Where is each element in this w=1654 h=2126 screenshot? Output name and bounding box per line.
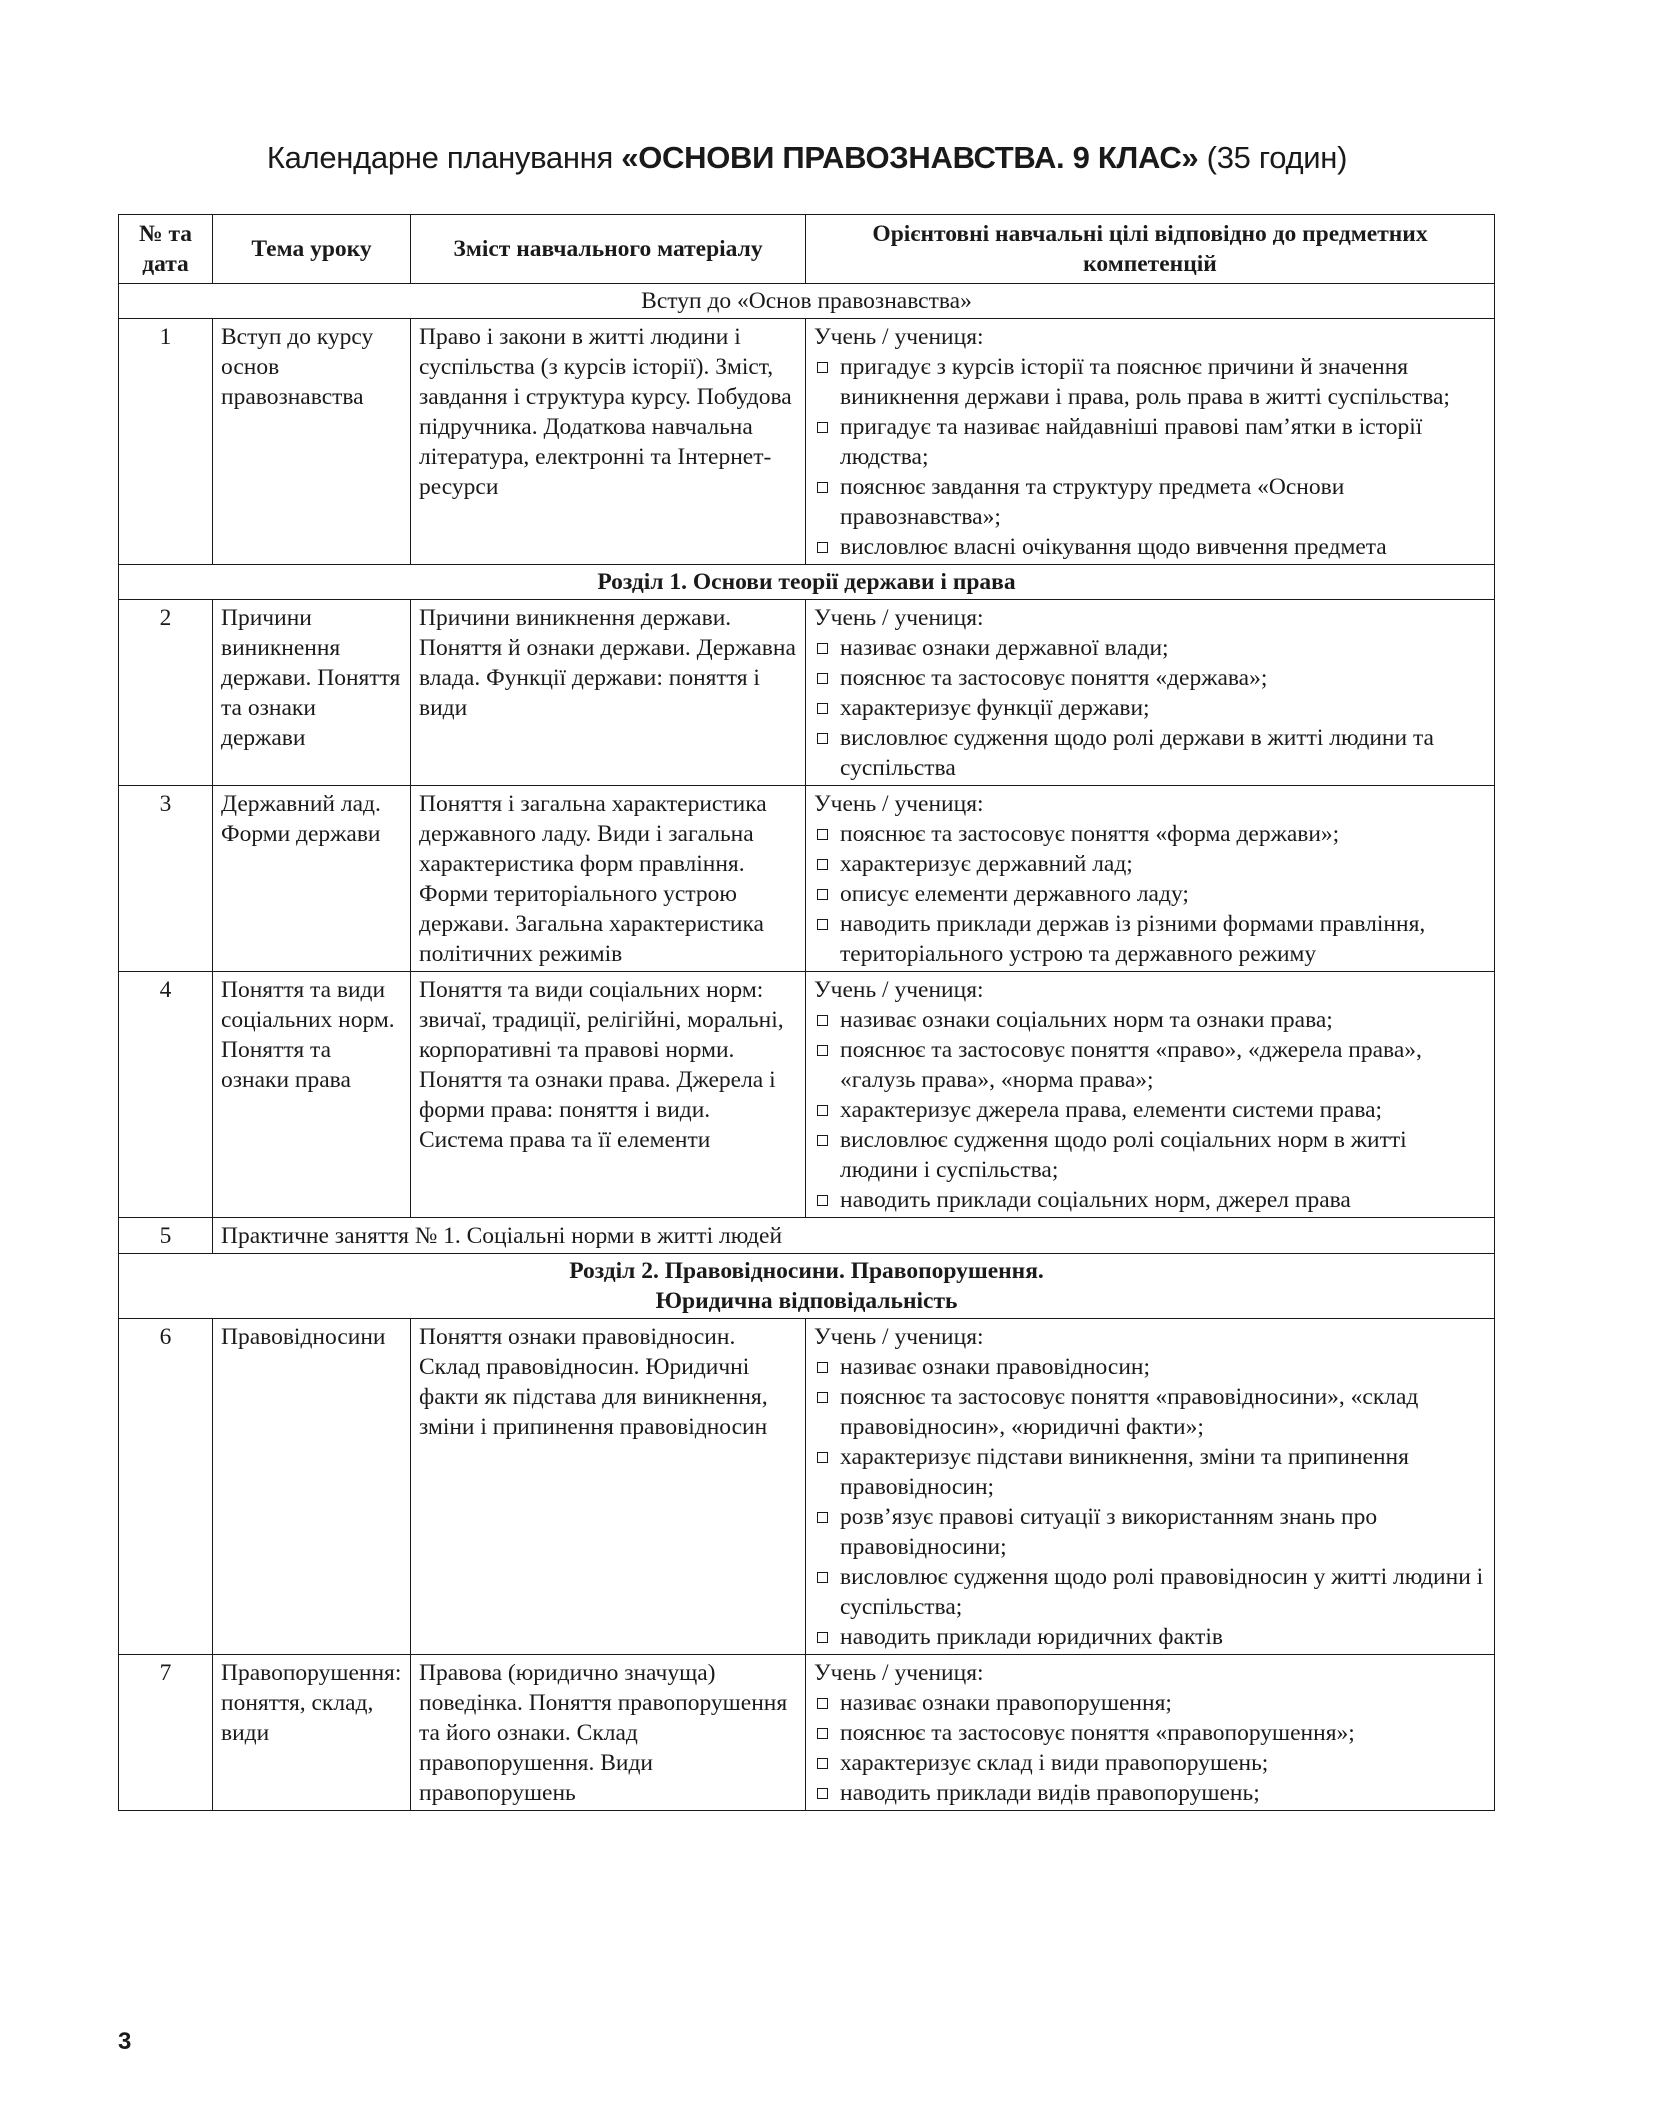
lesson-topic: Вступ до курсу основ правознавства bbox=[213, 319, 411, 565]
lesson-topic: Причини виникнення держави. Поняття та ознаки держави bbox=[213, 600, 411, 786]
header-content: Зміст навчального матеріалу bbox=[411, 215, 806, 284]
lesson-topic: Правовідносини bbox=[213, 1319, 411, 1655]
goals-list bbox=[814, 352, 1486, 562]
goal-item: описує елементи державного ладу; bbox=[814, 879, 1486, 909]
goals-list bbox=[814, 1688, 1486, 1808]
goal-item: пригадує та називає найдавніші правові пам’ятки в історії людства; bbox=[814, 412, 1486, 472]
goals-list bbox=[814, 819, 1486, 969]
lesson-content: Поняття ознаки правовідносин. Склад правовідносин. Юридичні факти як підстава для виникнення, зміни і припинення правовідносин bbox=[411, 1319, 806, 1655]
goals-lead: Учень / учениця: bbox=[814, 324, 984, 350]
header-topic: Тема уроку bbox=[213, 215, 411, 284]
goal-item: пояснює завдання та структуру предмета «Основи правознавства»; bbox=[814, 472, 1486, 532]
lesson-num: 3 bbox=[119, 786, 213, 972]
header-num: № та дата bbox=[119, 215, 213, 284]
lesson-content: Поняття і загальна характеристика державного ладу. Види і загальна характеристика форм правління. Форми територіального устрою держави. Загальна характеристика політичних режимів bbox=[411, 786, 806, 972]
goal-item: пояснює та застосовує поняття «право», «джерела права», «галузь права», «норма права»; bbox=[814, 1035, 1486, 1095]
table-header-row bbox=[119, 215, 1495, 284]
goal-item: характеризує підстави виникнення, зміни та припинення правовідносин; bbox=[814, 1442, 1486, 1502]
goal-item: характеризує склад і види правопорушень; bbox=[814, 1748, 1486, 1778]
goal-item: характеризує джерела права, елементи системи права; bbox=[814, 1095, 1486, 1125]
lesson-topic: Поняття та види соціальних норм. Поняття та ознаки права bbox=[213, 972, 411, 1218]
lesson-row bbox=[119, 1655, 1495, 1811]
goals-list bbox=[814, 1005, 1486, 1215]
lesson-topic: Правопорушення: поняття, склад, види bbox=[213, 1655, 411, 1811]
goals-lead: Учень / учениця: bbox=[814, 1324, 984, 1350]
lesson-goals bbox=[806, 1655, 1495, 1811]
goal-item: пояснює та застосовує поняття «правовідносини», «склад правовідносин», «юридичні факти»; bbox=[814, 1382, 1486, 1442]
lesson-goals bbox=[806, 1319, 1495, 1655]
section-2-line-1: Розділ 2. Правовідносини. Правопорушення. bbox=[569, 1258, 1044, 1284]
lesson-topic: Державний лад. Форми держави bbox=[213, 786, 411, 972]
goals-lead: Учень / учениця: bbox=[814, 977, 984, 1003]
goals-list bbox=[814, 1352, 1486, 1652]
header-goals: Орієнтовні навчальні цілі відповідно до предметних компетенцій bbox=[806, 215, 1495, 284]
lesson-row bbox=[119, 972, 1495, 1218]
goals-lead: Учень / учениця: bbox=[814, 605, 984, 631]
lesson-row bbox=[119, 319, 1495, 565]
goal-item: пояснює та застосовує поняття «держава»; bbox=[814, 663, 1486, 693]
section-intro: Вступ до «Основ правознавства» bbox=[119, 284, 1495, 319]
goals-list bbox=[814, 633, 1486, 783]
section-row bbox=[119, 284, 1495, 319]
goal-item: розв’язує правові ситуації з використанням знань про правовідносини; bbox=[814, 1502, 1486, 1562]
lesson-content: Причини виникнення держави. Поняття й ознаки держави. Державна влада. Функції держави: поняття і види bbox=[411, 600, 806, 786]
practical-row bbox=[119, 1218, 1495, 1254]
goal-item: називає ознаки соціальних норм та ознаки права; bbox=[814, 1005, 1486, 1035]
lesson-goals bbox=[806, 319, 1495, 565]
lesson-row bbox=[119, 786, 1495, 972]
section-row bbox=[119, 565, 1495, 600]
goal-item: пояснює та застосовує поняття «форма держави»; bbox=[814, 819, 1486, 849]
goal-item: висловлює судження щодо ролі соціальних норм в житті людини і суспільства; bbox=[814, 1125, 1486, 1185]
goal-item: наводить приклади соціальних норм, джерел права bbox=[814, 1185, 1486, 1215]
title-hours: (35 годин) bbox=[1198, 140, 1348, 175]
section-2 bbox=[119, 1254, 1495, 1319]
goal-item: висловлює судження щодо ролі правовідносин у житті людини і суспільства; bbox=[814, 1562, 1486, 1622]
goals-lead: Учень / учениця: bbox=[814, 1660, 984, 1686]
goal-item: називає ознаки правопорушення; bbox=[814, 1688, 1486, 1718]
lesson-row bbox=[119, 600, 1495, 786]
lesson-num: 1 bbox=[119, 319, 213, 565]
lesson-content: Право і закони в житті людини і суспільства (з курсів історії). Зміст, завдання і структура курсу. Побудова підручника. Додаткова навчальна література, електронні та Інтернет-ресурси bbox=[411, 319, 806, 565]
practical-text: Практичне заняття № 1. Соціальні норми в житті людей bbox=[213, 1218, 1495, 1254]
lesson-num: 2 bbox=[119, 600, 213, 786]
goal-item: наводить приклади видів правопорушень; bbox=[814, 1778, 1486, 1808]
section-2-line-2: Юридична відповідальність bbox=[655, 1288, 958, 1314]
practical-num: 5 bbox=[119, 1218, 213, 1254]
section-1: Розділ 1. Основи теорії держави і права bbox=[119, 565, 1495, 600]
lesson-num: 7 bbox=[119, 1655, 213, 1811]
goal-item: характеризує державний лад; bbox=[814, 849, 1486, 879]
lesson-content: Поняття та види соціальних норм: звичаї, традиції, релігійні, моральні, корпоративні та правові норми. Поняття та ознаки права. Джерела і форми права: поняття і види. Система права та її елементи bbox=[411, 972, 806, 1218]
goal-item: наводить приклади держав із різними формами правління, територіального устрою та державного режиму bbox=[814, 909, 1486, 969]
section-row bbox=[119, 1254, 1495, 1319]
lesson-plan-table bbox=[118, 214, 1495, 1811]
goal-item: називає ознаки правовідносин; bbox=[814, 1352, 1486, 1382]
page-number: 3 bbox=[118, 2028, 132, 2055]
goal-item: пригадує з курсів історії та пояснює причини й значення виникнення держави і права, роль права в житті суспільства; bbox=[814, 352, 1486, 412]
lesson-num: 6 bbox=[119, 1319, 213, 1655]
lesson-goals bbox=[806, 972, 1495, 1218]
goal-item: пояснює та застосовує поняття «правопорушення»; bbox=[814, 1718, 1486, 1748]
title-prefix: Календарне планування bbox=[266, 140, 622, 175]
goal-item: наводить приклади юридичних фактів bbox=[814, 1622, 1486, 1652]
goals-lead: Учень / учениця: bbox=[814, 791, 984, 817]
title-course: «ОСНОВИ ПРАВОЗНАВСТВА. 9 КЛАС» bbox=[621, 140, 1199, 175]
page-title bbox=[118, 140, 1496, 176]
lesson-content: Правова (юридично значуща) поведінка. Поняття правопорушення та його ознаки. Склад правопорушення. Види правопорушень bbox=[411, 1655, 806, 1811]
goal-item: висловлює судження щодо ролі держави в житті людини та суспільства bbox=[814, 723, 1486, 783]
lesson-goals bbox=[806, 600, 1495, 786]
goal-item: характеризує функції держави; bbox=[814, 693, 1486, 723]
lesson-row bbox=[119, 1319, 1495, 1655]
goal-item: називає ознаки державної влади; bbox=[814, 633, 1486, 663]
lesson-goals bbox=[806, 786, 1495, 972]
lesson-num: 4 bbox=[119, 972, 213, 1218]
goal-item: висловлює власні очікування щодо вивчення предмета bbox=[814, 532, 1486, 562]
